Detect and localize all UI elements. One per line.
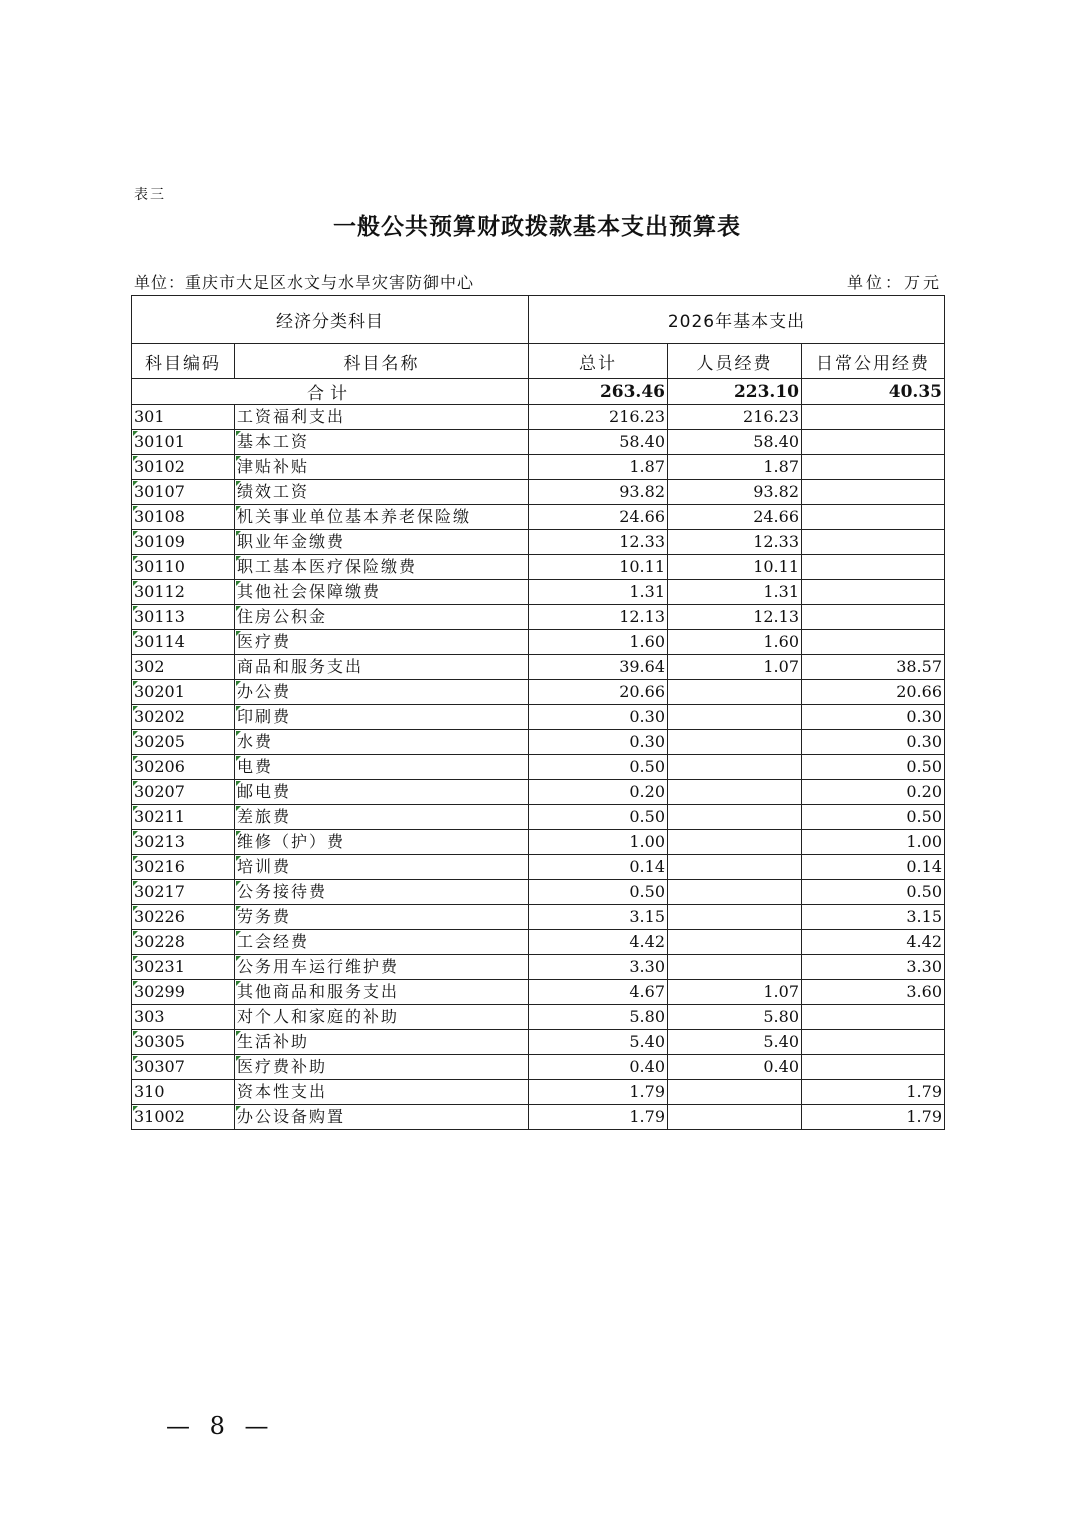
row-code: 301 <box>132 405 235 430</box>
table-row <box>132 1055 945 1080</box>
header-public: 日常公用经费 <box>802 344 945 379</box>
row-personnel <box>668 880 802 905</box>
row-total: 5.40 <box>529 1030 668 1055</box>
row-public <box>802 580 945 605</box>
row-public: 0.30 <box>802 730 945 755</box>
table-row <box>132 555 945 580</box>
row-name: 印刷费 <box>235 705 529 730</box>
row-name: 津贴补贴 <box>235 455 529 480</box>
row-name: 维修（护）费 <box>235 830 529 855</box>
row-total: 1.79 <box>529 1080 668 1105</box>
row-public: 3.60 <box>802 980 945 1005</box>
row-personnel <box>668 805 802 830</box>
row-total: 1.31 <box>529 580 668 605</box>
row-name: 资本性支出 <box>235 1080 529 1105</box>
row-name: 对个人和家庭的补助 <box>235 1005 529 1030</box>
table-row <box>132 905 945 930</box>
table-row <box>132 830 945 855</box>
row-name: 医疗费补助 <box>235 1055 529 1080</box>
header-row-group <box>132 296 945 344</box>
table-row <box>132 955 945 980</box>
table-row <box>132 805 945 830</box>
row-total: 24.66 <box>529 505 668 530</box>
row-total: 1.79 <box>529 1105 668 1130</box>
row-code: 30217 <box>132 880 235 905</box>
currency-unit: 单位：万元 <box>846 273 942 292</box>
row-name: 医疗费 <box>235 630 529 655</box>
row-name: 公务用车运行维护费 <box>235 955 529 980</box>
row-personnel <box>668 1080 802 1105</box>
total-sum: 263.46 <box>529 379 668 405</box>
row-personnel: 1.07 <box>668 980 802 1005</box>
row-public <box>802 605 945 630</box>
row-code: 30231 <box>132 955 235 980</box>
table-row <box>132 730 945 755</box>
row-personnel <box>668 1105 802 1130</box>
row-public: 4.42 <box>802 930 945 955</box>
row-personnel: 58.40 <box>668 430 802 455</box>
row-name: 劳务费 <box>235 905 529 930</box>
table-row <box>132 930 945 955</box>
row-public: 3.30 <box>802 955 945 980</box>
header-basic-expenditure: 2026年基本支出 <box>529 296 945 344</box>
row-code: 30109 <box>132 530 235 555</box>
row-total: 216.23 <box>529 405 668 430</box>
header-personnel: 人员经费 <box>668 344 802 379</box>
row-name: 职业年金缴费 <box>235 530 529 555</box>
row-name: 生活补助 <box>235 1030 529 1055</box>
row-public <box>802 1055 945 1080</box>
row-code: 30205 <box>132 730 235 755</box>
row-total: 93.82 <box>529 480 668 505</box>
table-row <box>132 1030 945 1055</box>
total-label: 合计 <box>132 379 529 405</box>
row-code: 30102 <box>132 455 235 480</box>
row-public <box>802 505 945 530</box>
row-personnel <box>668 755 802 780</box>
table-row <box>132 430 945 455</box>
table-row <box>132 455 945 480</box>
row-total: 20.66 <box>529 680 668 705</box>
row-name: 公务接待费 <box>235 880 529 905</box>
row-code: 30307 <box>132 1055 235 1080</box>
row-name: 水费 <box>235 730 529 755</box>
header-name: 科目名称 <box>235 344 529 379</box>
row-public: 1.00 <box>802 830 945 855</box>
row-public: 1.79 <box>802 1105 945 1130</box>
page-title: 一般公共预算财政拨款基本支出预算表 <box>333 213 741 240</box>
budget-table <box>131 295 945 1130</box>
row-public <box>802 530 945 555</box>
row-public: 0.30 <box>802 705 945 730</box>
table-row <box>132 530 945 555</box>
row-total: 39.64 <box>529 655 668 680</box>
row-code: 30101 <box>132 430 235 455</box>
header-total: 总计 <box>529 344 668 379</box>
row-name: 其他社会保障缴费 <box>235 580 529 605</box>
table-row <box>132 880 945 905</box>
row-code: 30228 <box>132 930 235 955</box>
row-total: 0.50 <box>529 805 668 830</box>
row-code: 30299 <box>132 980 235 1005</box>
total-row <box>132 379 945 405</box>
row-total: 3.15 <box>529 905 668 930</box>
table-row <box>132 780 945 805</box>
row-code: 30113 <box>132 605 235 630</box>
row-code: 30305 <box>132 1030 235 1055</box>
table-row <box>132 605 945 630</box>
row-public <box>802 630 945 655</box>
row-total: 4.67 <box>529 980 668 1005</box>
row-name: 机关事业单位基本养老保险缴 <box>235 505 529 530</box>
row-name: 电费 <box>235 755 529 780</box>
row-public: 3.15 <box>802 905 945 930</box>
row-personnel <box>668 905 802 930</box>
row-total: 1.87 <box>529 455 668 480</box>
row-personnel: 93.82 <box>668 480 802 505</box>
header-row-columns <box>132 344 945 379</box>
table-label: 表三 <box>134 187 166 203</box>
row-public: 0.50 <box>802 805 945 830</box>
table-row <box>132 1005 945 1030</box>
row-code: 30213 <box>132 830 235 855</box>
header-economic-category: 经济分类科目 <box>132 296 529 344</box>
row-total: 12.13 <box>529 605 668 630</box>
row-public: 38.57 <box>802 655 945 680</box>
row-public: 0.14 <box>802 855 945 880</box>
table-row <box>132 705 945 730</box>
row-public: 20.66 <box>802 680 945 705</box>
row-total: 1.00 <box>529 830 668 855</box>
table-row <box>132 855 945 880</box>
row-personnel: 5.80 <box>668 1005 802 1030</box>
table-row <box>132 630 945 655</box>
row-code: 30211 <box>132 805 235 830</box>
row-total: 3.30 <box>529 955 668 980</box>
total-public: 40.35 <box>802 379 945 405</box>
row-code: 30201 <box>132 680 235 705</box>
row-code: 30207 <box>132 780 235 805</box>
table-row <box>132 1080 945 1105</box>
table-row <box>132 655 945 680</box>
row-personnel <box>668 680 802 705</box>
row-name: 办公设备购置 <box>235 1105 529 1130</box>
row-public <box>802 455 945 480</box>
row-code: 30114 <box>132 630 235 655</box>
row-total: 0.30 <box>529 730 668 755</box>
row-personnel: 1.31 <box>668 580 802 605</box>
row-public <box>802 480 945 505</box>
table-row <box>132 480 945 505</box>
page-number: — 8 — <box>166 1412 275 1440</box>
row-personnel: 10.11 <box>668 555 802 580</box>
row-public <box>802 1005 945 1030</box>
row-code: 30206 <box>132 755 235 780</box>
row-public <box>802 1030 945 1055</box>
row-public <box>802 430 945 455</box>
row-name: 邮电费 <box>235 780 529 805</box>
row-total: 0.50 <box>529 755 668 780</box>
row-code: 310 <box>132 1080 235 1105</box>
row-code: 31002 <box>132 1105 235 1130</box>
row-name: 办公费 <box>235 680 529 705</box>
header-code: 科目编码 <box>132 344 235 379</box>
row-total: 12.33 <box>529 530 668 555</box>
row-name: 工资福利支出 <box>235 405 529 430</box>
row-total: 0.30 <box>529 705 668 730</box>
row-personnel: 24.66 <box>668 505 802 530</box>
row-name: 商品和服务支出 <box>235 655 529 680</box>
table-row <box>132 1105 945 1130</box>
row-personnel: 12.13 <box>668 605 802 630</box>
row-personnel: 0.40 <box>668 1055 802 1080</box>
row-personnel <box>668 730 802 755</box>
row-code: 30107 <box>132 480 235 505</box>
row-personnel: 1.60 <box>668 630 802 655</box>
row-name: 差旅费 <box>235 805 529 830</box>
row-code: 30108 <box>132 505 235 530</box>
organization-unit: 单位：重庆市大足区水文与水旱灾害防御中心 <box>134 273 475 292</box>
row-public: 0.20 <box>802 780 945 805</box>
row-total: 10.11 <box>529 555 668 580</box>
row-code: 30202 <box>132 705 235 730</box>
table-row <box>132 755 945 780</box>
row-public: 0.50 <box>802 755 945 780</box>
row-personnel: 12.33 <box>668 530 802 555</box>
row-personnel: 1.07 <box>668 655 802 680</box>
row-personnel: 5.40 <box>668 1030 802 1055</box>
row-total: 0.14 <box>529 855 668 880</box>
row-name: 基本工资 <box>235 430 529 455</box>
row-code: 303 <box>132 1005 235 1030</box>
row-personnel <box>668 930 802 955</box>
row-personnel <box>668 780 802 805</box>
row-name: 培训费 <box>235 855 529 880</box>
row-code: 30226 <box>132 905 235 930</box>
row-personnel: 1.87 <box>668 455 802 480</box>
row-name: 绩效工资 <box>235 480 529 505</box>
row-total: 0.40 <box>529 1055 668 1080</box>
row-public <box>802 405 945 430</box>
row-total: 5.80 <box>529 1005 668 1030</box>
row-name: 职工基本医疗保险缴费 <box>235 555 529 580</box>
row-code: 30110 <box>132 555 235 580</box>
row-total: 4.42 <box>529 930 668 955</box>
table-row <box>132 680 945 705</box>
row-total: 0.20 <box>529 780 668 805</box>
row-total: 1.60 <box>529 630 668 655</box>
row-code: 302 <box>132 655 235 680</box>
table-row <box>132 505 945 530</box>
row-total: 0.50 <box>529 880 668 905</box>
row-public <box>802 555 945 580</box>
table-row <box>132 980 945 1005</box>
row-name: 住房公积金 <box>235 605 529 630</box>
row-personnel <box>668 830 802 855</box>
row-personnel <box>668 705 802 730</box>
row-personnel <box>668 855 802 880</box>
row-public: 1.79 <box>802 1080 945 1105</box>
table-row <box>132 405 945 430</box>
row-personnel <box>668 955 802 980</box>
row-code: 30112 <box>132 580 235 605</box>
row-name: 其他商品和服务支出 <box>235 980 529 1005</box>
row-total: 58.40 <box>529 430 668 455</box>
row-name: 工会经费 <box>235 930 529 955</box>
total-personnel: 223.10 <box>668 379 802 405</box>
row-personnel: 216.23 <box>668 405 802 430</box>
table-row <box>132 580 945 605</box>
row-code: 30216 <box>132 855 235 880</box>
row-public: 0.50 <box>802 880 945 905</box>
